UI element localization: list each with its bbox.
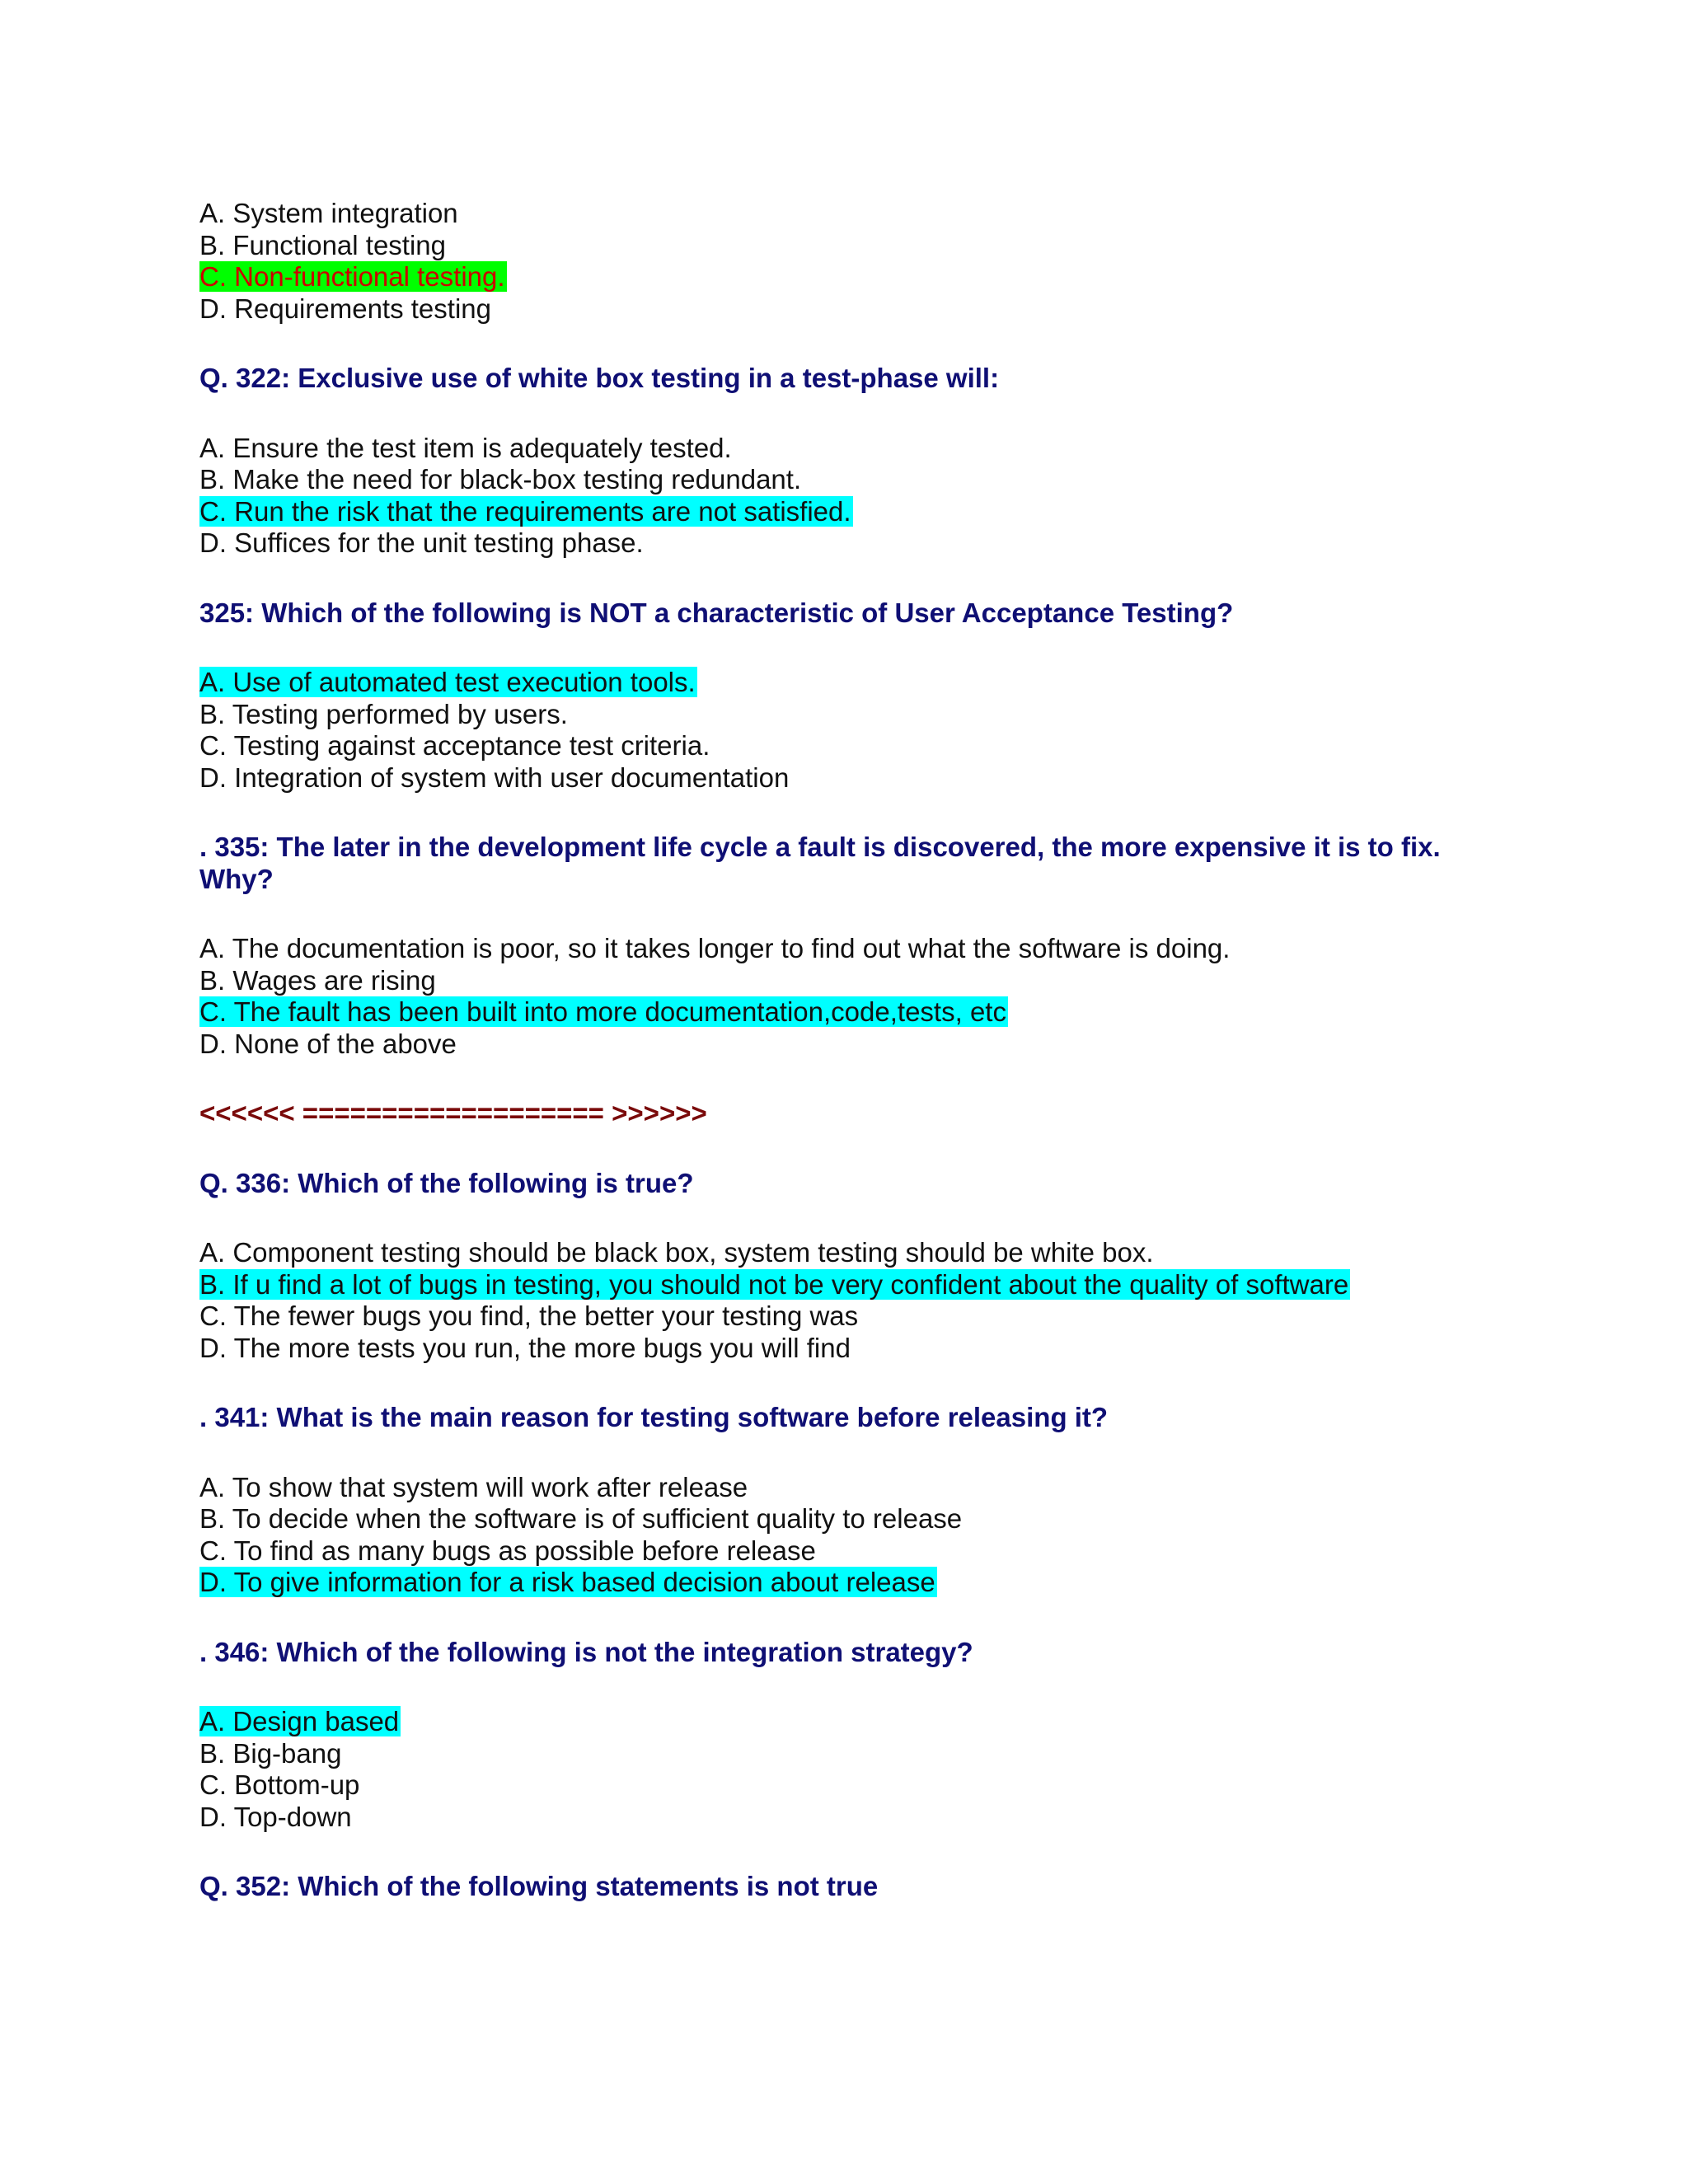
option-line: C. Bottom-up (199, 1769, 360, 1800)
option-line: A. System integration (199, 198, 458, 228)
option-line: B. Functional testing (199, 229, 446, 260)
document-page (199, 198, 1518, 1903)
option-line: D. Requirements testing (199, 293, 491, 324)
option-line: B. Make the need for black-box testing redundant. (199, 464, 802, 494)
intro-option-list (199, 198, 1518, 325)
option-line: D. The more tests you run, the more bugs you will find (199, 1332, 851, 1363)
option-line: C. To find as many bugs as possible before release (199, 1535, 816, 1566)
section-separator: <<<<<< =================== >>>>>> (199, 1098, 707, 1128)
option-line: A. Ensure the test item is adequately tested. (199, 432, 732, 463)
option-line-correct: B. If u find a lot of bugs in testing, you should not be very confident about the quality of software (199, 1268, 1349, 1300)
option-line: B. Wages are rising (199, 964, 436, 996)
question-title: Q. 352: Which of the following statements is not true (199, 1871, 879, 1901)
option-line: D. None of the above (199, 1028, 457, 1059)
option-line: C. Testing against acceptance test criteria. (199, 730, 710, 761)
option-line-correct: D. To give information for a risk based decision about release (199, 1567, 935, 1597)
option-line: D. Suffices for the unit testing phase. (199, 527, 644, 558)
option-line: A. To show that system will work after release (199, 1471, 748, 1502)
option-list (199, 1706, 1518, 1833)
option-line: A. Component testing should be black box, system testing should be white box. (199, 1237, 1154, 1268)
option-list (199, 667, 1518, 794)
question-title-line: . 335: The later in the development life cycle a fault is discovered, the more expensive it is to fix. (199, 832, 1441, 862)
option-line-correct: A. Use of automated test execution tools. (199, 667, 696, 697)
option-line-correct: C. The fault has been built into more documentation,code,tests, etc (199, 996, 1006, 1027)
option-list (199, 433, 1518, 560)
option-line-correct: C. Non-functional testing. (199, 261, 505, 292)
question-title: . 346: Which of the following is not the integration strategy? (199, 1636, 973, 1667)
question-title: 325: Which of the following is NOT a characteristic of User Acceptance Testing? (199, 597, 1234, 628)
option-list (199, 933, 1518, 1060)
option-line: C. The fewer bugs you find, the better your testing was (199, 1301, 859, 1331)
option-list (199, 1237, 1518, 1364)
question-title: Q. 322: Exclusive use of white box testing in a test-phase will: (199, 363, 1000, 393)
option-line: B. Big-bang (199, 1737, 342, 1769)
question-title: Q. 336: Which of the following is true? (199, 1167, 694, 1198)
option-line: B. To decide when the software is of sufficient quality to release (199, 1503, 963, 1534)
option-line: A. The documentation is poor, so it takes longer to find out what the software is doing. (199, 933, 1231, 963)
question-title (199, 832, 1518, 895)
option-line: D. Integration of system with user documentation (199, 762, 790, 793)
question-title: . 341: What is the main reason for testing software before releasing it? (199, 1402, 1109, 1432)
option-line-correct: C. Run the risk that the requirements are not satisfied. (199, 495, 851, 527)
question-title-line: Why? (199, 863, 274, 894)
option-line-correct: A. Design based (199, 1706, 400, 1736)
option-line: B. Testing performed by users. (199, 698, 568, 729)
option-line: D. Top-down (199, 1801, 352, 1832)
option-list (199, 1472, 1518, 1599)
